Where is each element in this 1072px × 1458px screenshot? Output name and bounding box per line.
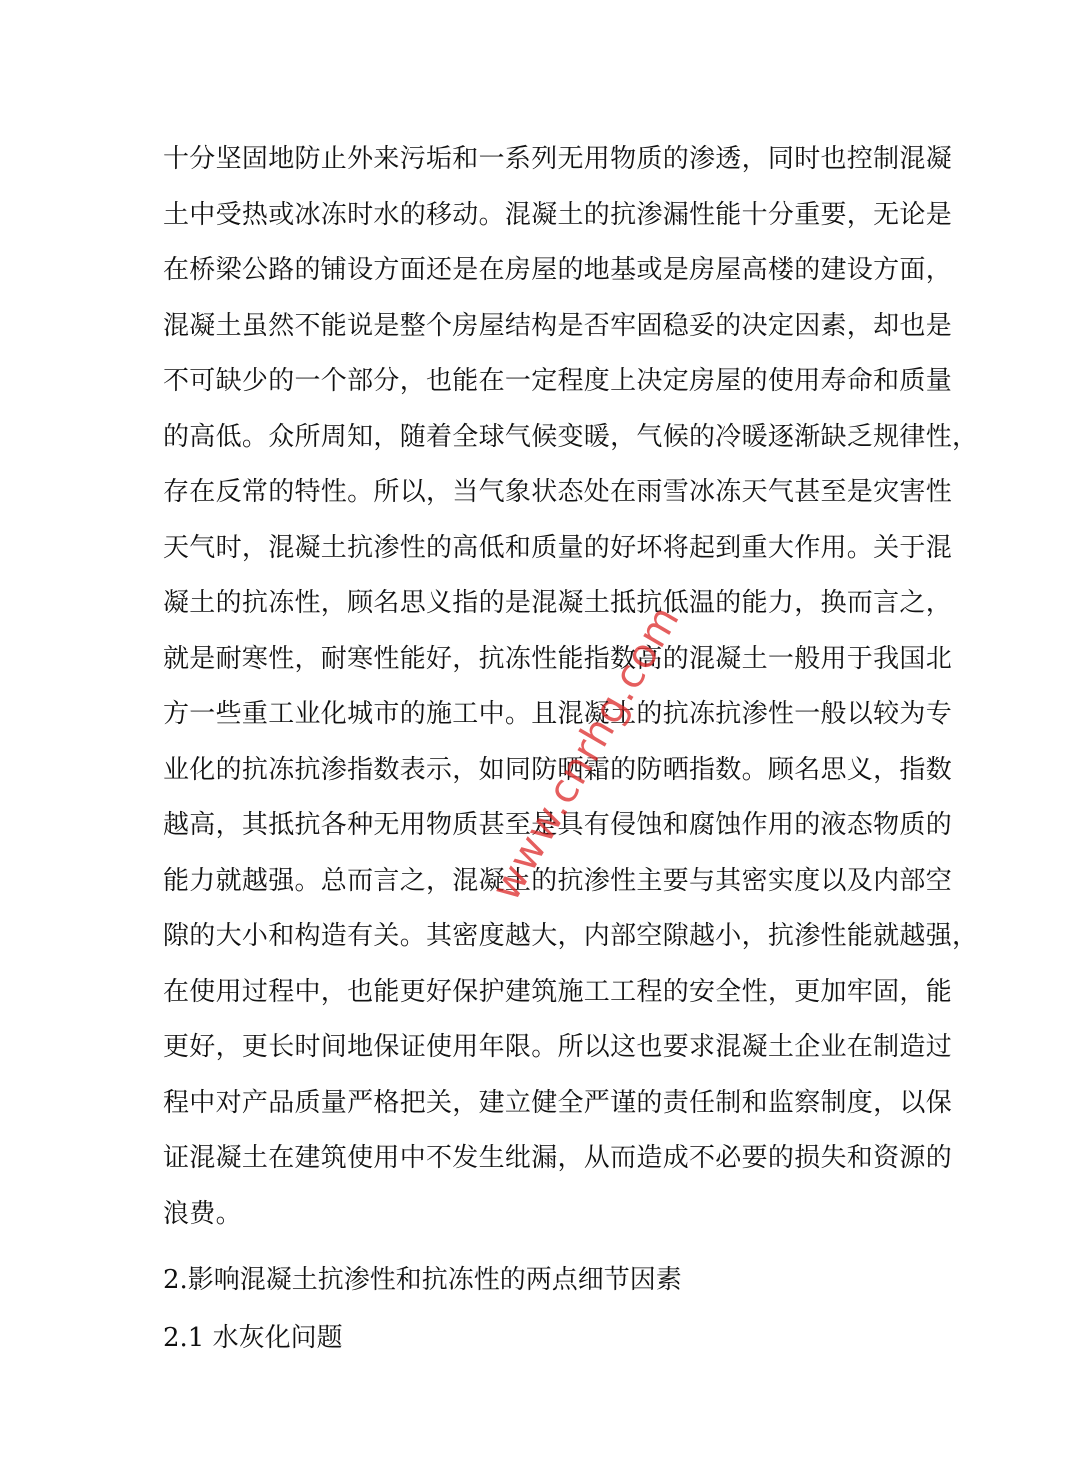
paragraph-line: 就是耐寒性，耐寒性能好，抗冻性能指数高的混凝土一般用于我国北 <box>163 643 953 674</box>
paragraph-line: 在使用过程中，也能更好保护建筑施工工程的安全性，更加牢固，能 <box>163 976 953 1007</box>
paragraph-line: 天气时，混凝土抗渗性的高低和质量的好坏将起到重大作用。关于混 <box>163 532 953 563</box>
paragraph-line: 证混凝土在建筑使用中不发生纰漏，从而造成不必要的损失和资源的 <box>163 1143 953 1173</box>
paragraph-line: 凝土的抗冻性，顾名思义指的是混凝土抵抗低温的能力，换而言之， <box>163 588 953 618</box>
paragraph-line: 更好，更长时间地保证使用年限。所以这也要求混凝土企业在制造过 <box>163 1032 953 1062</box>
body-paragraph <box>163 137 979 1247</box>
paragraph-line: 能力就越强。总而言之，混凝土的抗渗性主要与其密实度以及内部空 <box>163 865 953 896</box>
subsection-heading: 2.1 水灰化问题 <box>163 1323 343 1353</box>
paragraph-line: 方一些重工业化城市的施工中。且混凝土的抗冻抗渗性一般以较为专 <box>163 699 953 729</box>
paragraph-line: 十分坚固地防止外来污垢和一系列无用物质的渗透，同时也控制混凝 <box>163 144 953 174</box>
section-heading: 2.影响混凝土抗渗性和抗冻性的两点细节因素 <box>163 1265 682 1295</box>
paragraph-line: 不可缺少的一个部分，也能在一定程度上决定房屋的使用寿命和质量 <box>163 366 953 396</box>
paragraph-line: 的高低。众所周知，随着全球气候变暖，气候的冷暖逐渐缺乏规律性， <box>163 421 979 452</box>
paragraph-line: 浪费。 <box>163 1198 242 1229</box>
paragraph-line: 在桥梁公路的铺设方面还是在房屋的地基或是房屋高楼的建设方面， <box>163 255 953 285</box>
paragraph-line: 混凝土虽然不能说是整个房屋结构是否牢固稳妥的决定因素，却也是 <box>163 310 953 341</box>
paragraph-line: 越高，其抵抗各种无用物质甚至是具有侵蚀和腐蚀作用的液态物质的 <box>163 810 953 840</box>
paragraph-line: 土中受热或冰冻时水的移动。混凝土的抗渗漏性能十分重要，无论是 <box>163 199 953 230</box>
paragraph-line: 存在反常的特性。所以，当气象状态处在雨雪冰冻天气甚至是灾害性 <box>163 477 953 507</box>
paragraph-line: 隙的大小和构造有关。其密度越大，内部空隙越小，抗渗性能就越强， <box>163 921 979 951</box>
paragraph-line: 业化的抗冻抗渗指数表示，如同防晒霜的防晒指数。顾名思义，指数 <box>163 754 953 785</box>
watermark: www.cnrhg.com <box>483 597 690 909</box>
paragraph-line: 程中对产品质量严格把关，建立健全严谨的责任制和监察制度，以保 <box>163 1087 953 1118</box>
